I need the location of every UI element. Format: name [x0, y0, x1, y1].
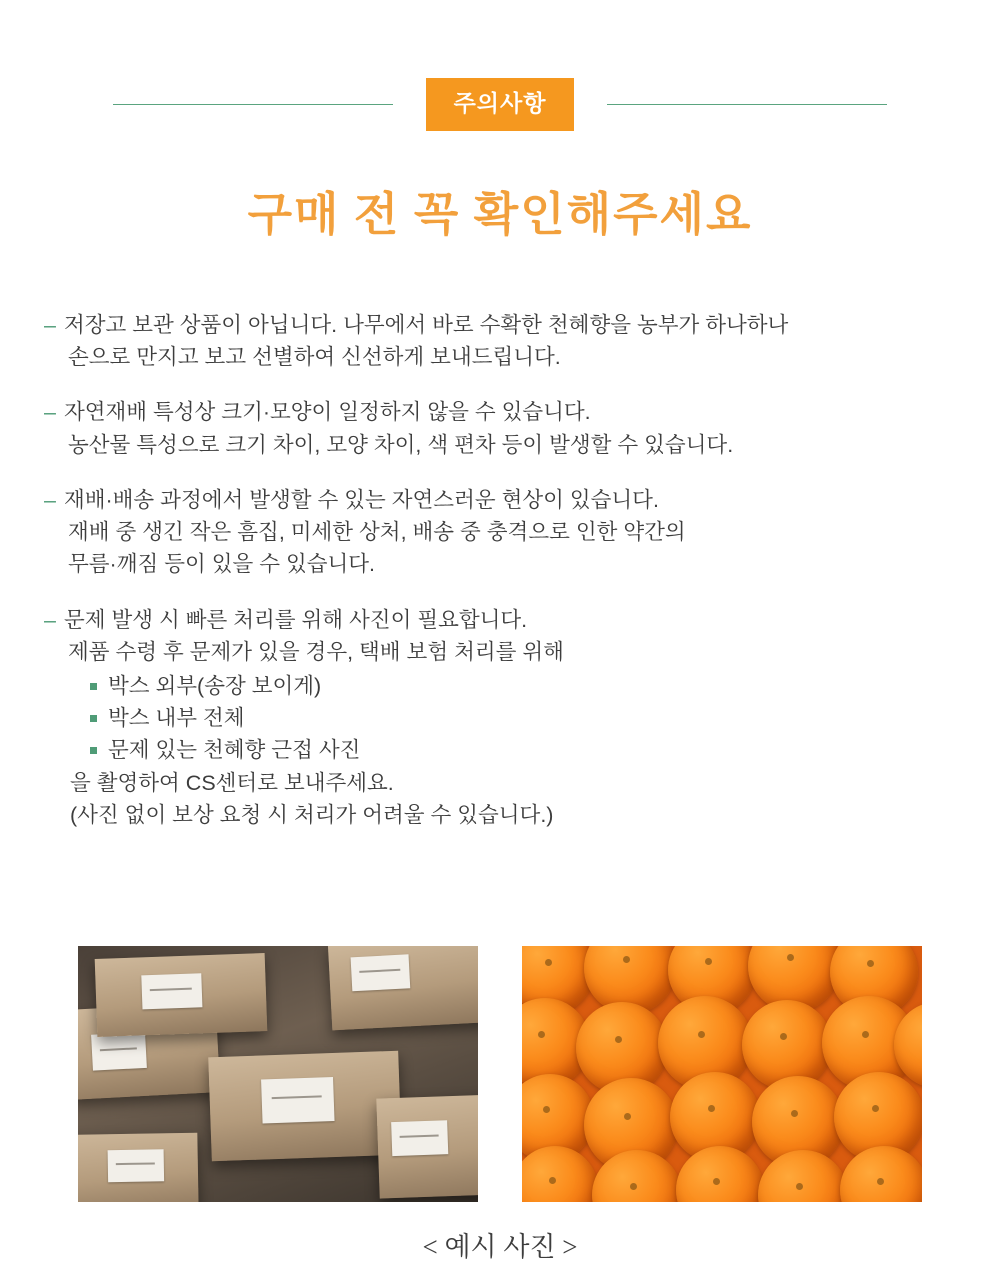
notice-item-3	[44, 485, 974, 581]
notice-sub-text: 농산물 특성으로 크기 차이, 모양 차이, 색 편차 등이 발생할 수 있습니다.	[68, 432, 734, 457]
notice-head-row	[44, 310, 974, 341]
notice-sub-text-2: 무름·깨짐 등이 있을 수 있습니다.	[68, 552, 376, 577]
box-shape	[328, 946, 478, 1030]
box-label	[141, 973, 202, 1009]
box-shape	[78, 1133, 199, 1202]
photo-requirement-list	[44, 670, 974, 767]
notice-tail-1: 을 촬영하여 CS센터로 보내주세요.	[70, 770, 394, 795]
photo-caption: < 예시 사진 >	[422, 1232, 578, 1262]
box-shape	[208, 1051, 402, 1162]
notice-head-text: 자연재배 특성상 크기·모양이 일정하지 않을 수 있습니다.	[63, 400, 591, 425]
box-shape	[95, 953, 268, 1037]
notice-tail-2: (사진 없이 보상 요청 시 처리가 어려울 수 있습니다.)	[70, 802, 554, 827]
box-label	[391, 1120, 448, 1156]
page-title: 구매 전 꼭 확인해주세요	[247, 189, 753, 240]
notice-head-row	[44, 605, 974, 636]
header-rule-right	[607, 104, 887, 105]
example-photo-oranges	[522, 946, 922, 1202]
dash-mark: –	[44, 487, 56, 512]
list-item: 문제 있는 천혜향 근접 사진	[90, 734, 974, 766]
box-shape	[376, 1093, 478, 1198]
box-label	[108, 1149, 165, 1182]
notice-head-text: 저장고 보관 상품이 아닙니다. 나무에서 바로 수확한 천혜향을 농부가 하나하나	[63, 313, 789, 337]
notice-sub-text: 재배 중 생긴 작은 흠집, 미세한 상처, 배송 중 충격으로 인한 약간의	[68, 520, 686, 545]
header-rule-left	[113, 104, 393, 105]
list-item: 박스 내부 전체	[90, 702, 974, 734]
dash-mark: –	[44, 313, 56, 337]
notice-head-text: 문제 발생 시 빠른 처리를 위해 사진이 필요합니다.	[63, 607, 528, 632]
notice-item-2	[44, 397, 974, 460]
notice-item-4	[44, 605, 974, 832]
orange-fruit	[522, 1146, 598, 1202]
notice-list	[44, 310, 974, 855]
notice-head-row	[44, 397, 974, 428]
example-photo-row	[0, 946, 1000, 1202]
notice-sub-text: 제품 수령 후 문제가 있을 경우, 택배 보험 처리를 위해	[68, 639, 564, 664]
dash-mark: –	[44, 400, 56, 425]
list-item: 박스 외부(송장 보이게)	[90, 670, 974, 702]
notice-item-1	[44, 310, 974, 373]
orange-fruit	[840, 1146, 922, 1202]
notice-head-row	[44, 485, 974, 516]
box-label	[91, 1032, 147, 1071]
dash-mark: –	[44, 607, 56, 632]
notice-badge: 주의사항	[426, 78, 575, 131]
example-photo-boxes	[78, 946, 478, 1202]
box-label	[261, 1077, 334, 1123]
notice-head-text: 재배·배송 과정에서 발생할 수 있는 자연스러운 현상이 있습니다.	[63, 487, 659, 512]
box-label	[351, 954, 411, 991]
notice-sub-text: 손으로 만지고 보고 선별하여 신선하게 보내드립니다.	[68, 345, 561, 370]
notice-header	[0, 76, 1000, 132]
